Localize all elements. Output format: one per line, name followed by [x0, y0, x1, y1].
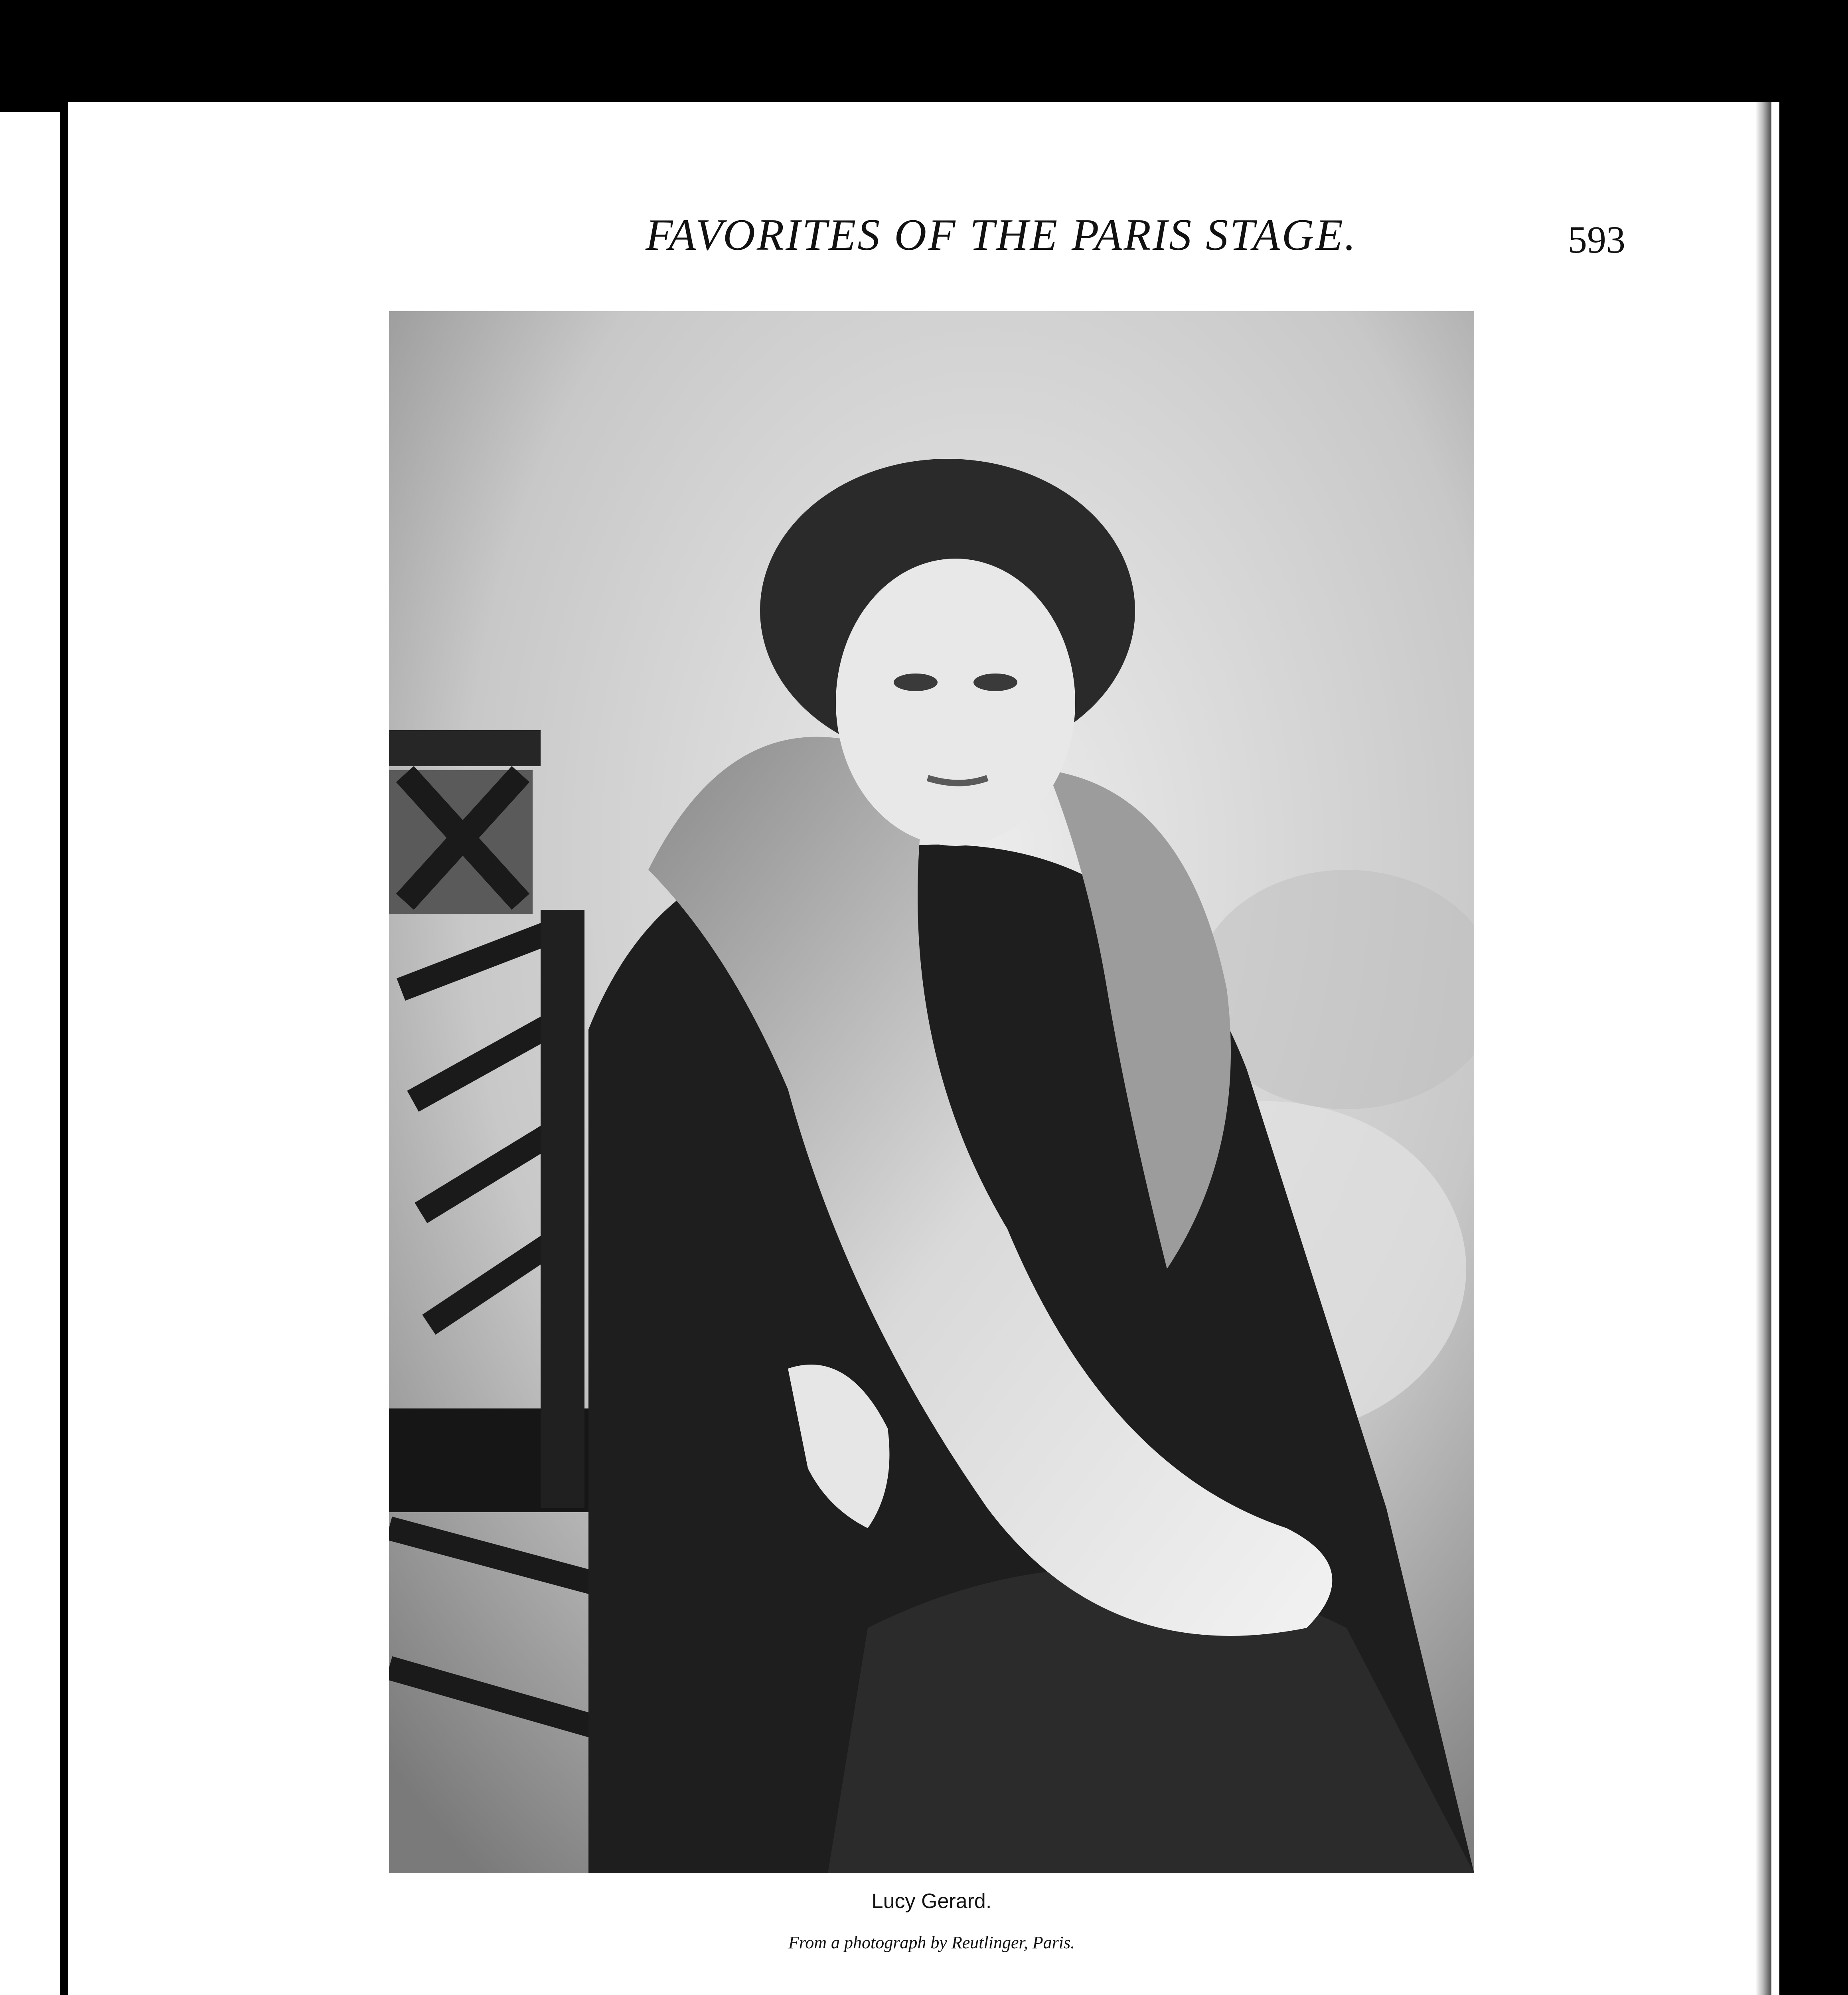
photo-caption-credit: From a photograph by Reutlinger, Paris.	[788, 1933, 1075, 1952]
portrait-photograph-image	[389, 311, 1474, 1873]
page-edge-shadow	[1755, 102, 1771, 1995]
paragraph	[227, 1993, 902, 1995]
running-head: FAVORITES OF THE PARIS STAGE.	[646, 210, 1357, 260]
text-column-right	[950, 1993, 1624, 1995]
text-column-left	[227, 1993, 902, 1995]
paragraph	[950, 1993, 1624, 1995]
previous-page-strip	[0, 112, 60, 1995]
portrait-photograph	[389, 311, 1474, 1873]
photo-caption-name: Lucy Gerard.	[871, 1890, 992, 1913]
magazine-page	[68, 102, 1779, 1995]
page-number: 593	[1568, 218, 1625, 261]
